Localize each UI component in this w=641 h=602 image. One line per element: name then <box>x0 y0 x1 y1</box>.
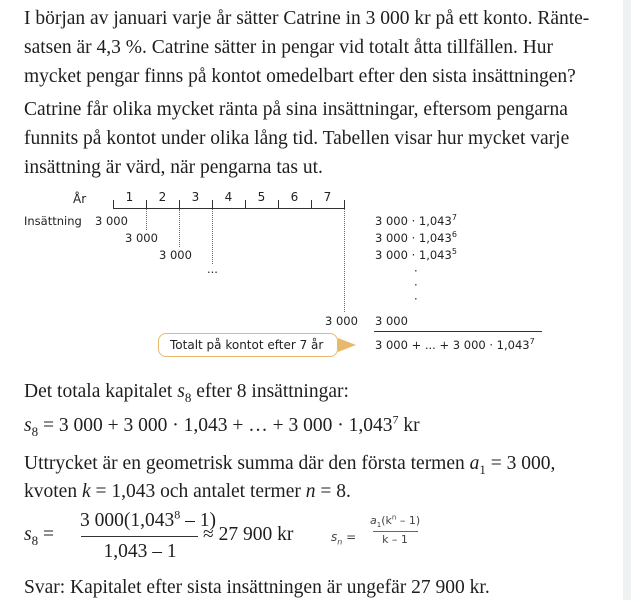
deposit-2: 3 000 <box>125 231 158 245</box>
page-margin-stripe <box>623 0 631 600</box>
dotted-guide <box>146 209 147 230</box>
value-row-3: 3 $000 \cdot 1,043^5$ <box>375 247 457 262</box>
year-6: 6 <box>290 190 299 204</box>
deposit-label: Insättning <box>24 214 82 228</box>
problem-line-2: satsen är 4,3 %. Catrine sätter in pengar vid totalt åtta tillfällen. Hur <box>24 37 554 58</box>
fraction-denominator: 1,043 – 1 <box>103 541 177 562</box>
year-5: 5 <box>257 190 266 204</box>
deposit-1: 3 000 <box>95 214 128 228</box>
explanation-line-1: Catrine får olika mycket ränta på sina insättningar, eftersom pengarna <box>24 99 568 120</box>
tick <box>344 200 345 209</box>
sn-denominator: k – 1 <box>382 533 408 546</box>
fraction-numerator: 3 000(1,043$^8$ – 1) <box>80 507 216 531</box>
explanation-line-3: insättning är värd, när pengarna tas ut. <box>24 157 323 178</box>
year-2: 2 <box>158 190 167 204</box>
value-row-2: 3 $000 \cdot 1,043^6$ <box>375 230 457 245</box>
dotted-guide <box>212 209 213 264</box>
year-7: 7 <box>323 190 332 204</box>
year-label: År <box>73 192 87 206</box>
sum-equation: $s_8 = 3$ 000 + 3 000 · 1,043 + … + 3 $000 \cdot 1,043^7$ kr <box>24 412 420 439</box>
sn-fraction-bar <box>373 531 418 532</box>
callout-text: Totalt på kontot efter 7 år <box>170 338 324 352</box>
sum-total: 3 000 + ... + 3 $000 \cdot 1,043^7$ <box>375 337 535 352</box>
deposit-ellipsis: ... <box>207 262 218 276</box>
problem-line-1: I början av januari varje år sätter Catrine in 3 000 kr på ett konto. Ränte- <box>24 8 590 29</box>
solution-intro: Det totala kapitalet $s_8$ efter 8 insättningar: <box>24 381 349 405</box>
explanation-line-2: funnits på kontot under olika lång tid. Tabellen visar hur mycket varje <box>24 128 570 149</box>
sn-numerator: $a_1(k^n - 1)$ <box>370 513 421 530</box>
geometric-line-1: Uttrycket är en geometrisk summa där den första termen $a_1 = 3$ 000, <box>24 453 556 477</box>
deposit-3: 3 000 <box>159 248 192 262</box>
sn-lhs: $s_n$ = <box>331 530 357 547</box>
year-1: 1 <box>125 190 134 204</box>
value-last: 3 000 <box>375 314 408 328</box>
callout-arrow-icon <box>338 338 356 352</box>
sum-line <box>374 331 542 332</box>
timeline-axis <box>113 208 344 209</box>
total-callout-bubble <box>158 333 338 357</box>
answer-line: Svar: Kapitalet efter sista insättningen är ungefär 27 900 kr. <box>24 577 490 598</box>
geometric-line-2: kvoten k = 1,043 och antalet termer n = 8. <box>24 481 351 502</box>
vertical-ellipsis: · · · <box>414 264 418 306</box>
value-row-1: 3 $000 \cdot 1,043^7$ <box>375 213 457 228</box>
dotted-guide <box>344 209 345 312</box>
result-approx: ≈ 27 900 kr <box>203 524 294 545</box>
year-3: 3 <box>191 190 200 204</box>
dotted-guide <box>179 209 180 247</box>
s8-lhs: $s_8$ = <box>24 524 54 548</box>
problem-line-3: mycket pengar finns på kontot omedelbart efter den sista insättningen? <box>24 66 576 87</box>
year-4: 4 <box>224 190 233 204</box>
deposit-last: 3 000 <box>325 314 358 328</box>
